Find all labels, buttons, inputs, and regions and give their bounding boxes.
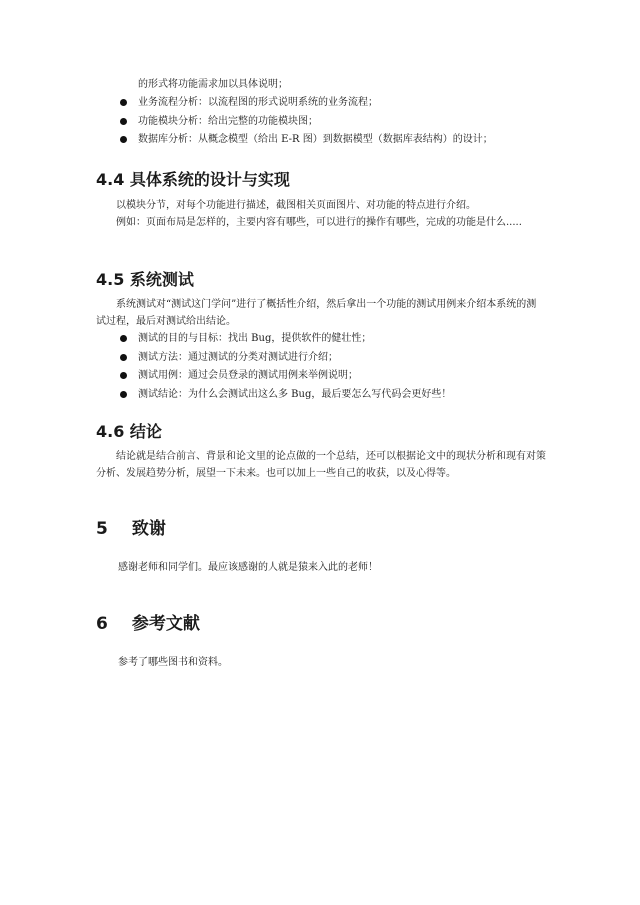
bullet-icon [120,391,127,398]
section-4-5-paragraph: 系统测试对“测试这门学问”进行了概括性介绍，然后拿出一个功能的测试用例来介绍本系统的测试过程，最后对测试给出结论。 [96,299,537,327]
list-item: 功能模块分析：给出完整的功能模块图； [118,113,493,132]
section-4-4-paragraph-2: 例如：页面布局是怎样的，主要内容有哪些，可以进行的操作有哪些，完成的功能是什么..... [116,217,522,228]
bullet-icon [120,372,127,379]
list-item: 测试的目的与目标：找出 Bug，提供软件的健壮性； [118,330,451,349]
list-item: 业务流程分析：以流程图的形式说明系统的业务流程； [118,94,493,113]
bullet-icon [120,136,127,143]
bullet-icon [120,354,127,361]
list-item: 测试方法：通过测试的分类对测试进行介绍； [118,349,451,368]
bullet-icon [120,118,127,125]
section-heading-4-5: 4.5 系统测试 [96,270,194,289]
section-4-4-paragraph-1: 以模块分节，对每个功能进行描述，截图相关页面图片、对功能的特点进行介绍。 [116,200,476,211]
test-list [118,330,451,404]
acknowledgement-text: 感谢老师和同学们。最应该感谢的人就是猿来入此的老师！ [118,562,378,573]
references-text: 参考了哪些图书和资料。 [118,657,228,668]
chapter-heading-6: 6 参考文献 [96,614,200,634]
section-heading-4-6: 4.6 结论 [96,422,162,441]
bullet-icon [120,335,127,342]
continuation-text: 的形式将功能需求加以具体说明； [138,79,288,90]
section-4-6-paragraph: 结论就是结合前言、背景和论文里的论点做的一个总结，还可以根据论文中的现状分析和现有对策分析、发展趋势分析，展望一下未来。也可以加上一些自己的收获，以及心得等。 [96,451,546,479]
list-item: 测试用例：通过会员登录的测试用例来举例说明； [118,367,451,386]
chapter-heading-5: 5 致谢 [96,519,166,539]
analysis-list [118,94,493,150]
section-heading-4-4: 4.4 具体系统的设计与实现 [96,170,290,189]
bullet-icon [120,99,127,106]
list-item: 测试结论：为什么会测试出这么多 Bug，最后要怎么写代码会更好些！ [118,386,451,405]
list-item: 数据库分析：从概念模型（给出 E-R 图）到数据模型（数据库表结构）的设计； [118,131,493,150]
